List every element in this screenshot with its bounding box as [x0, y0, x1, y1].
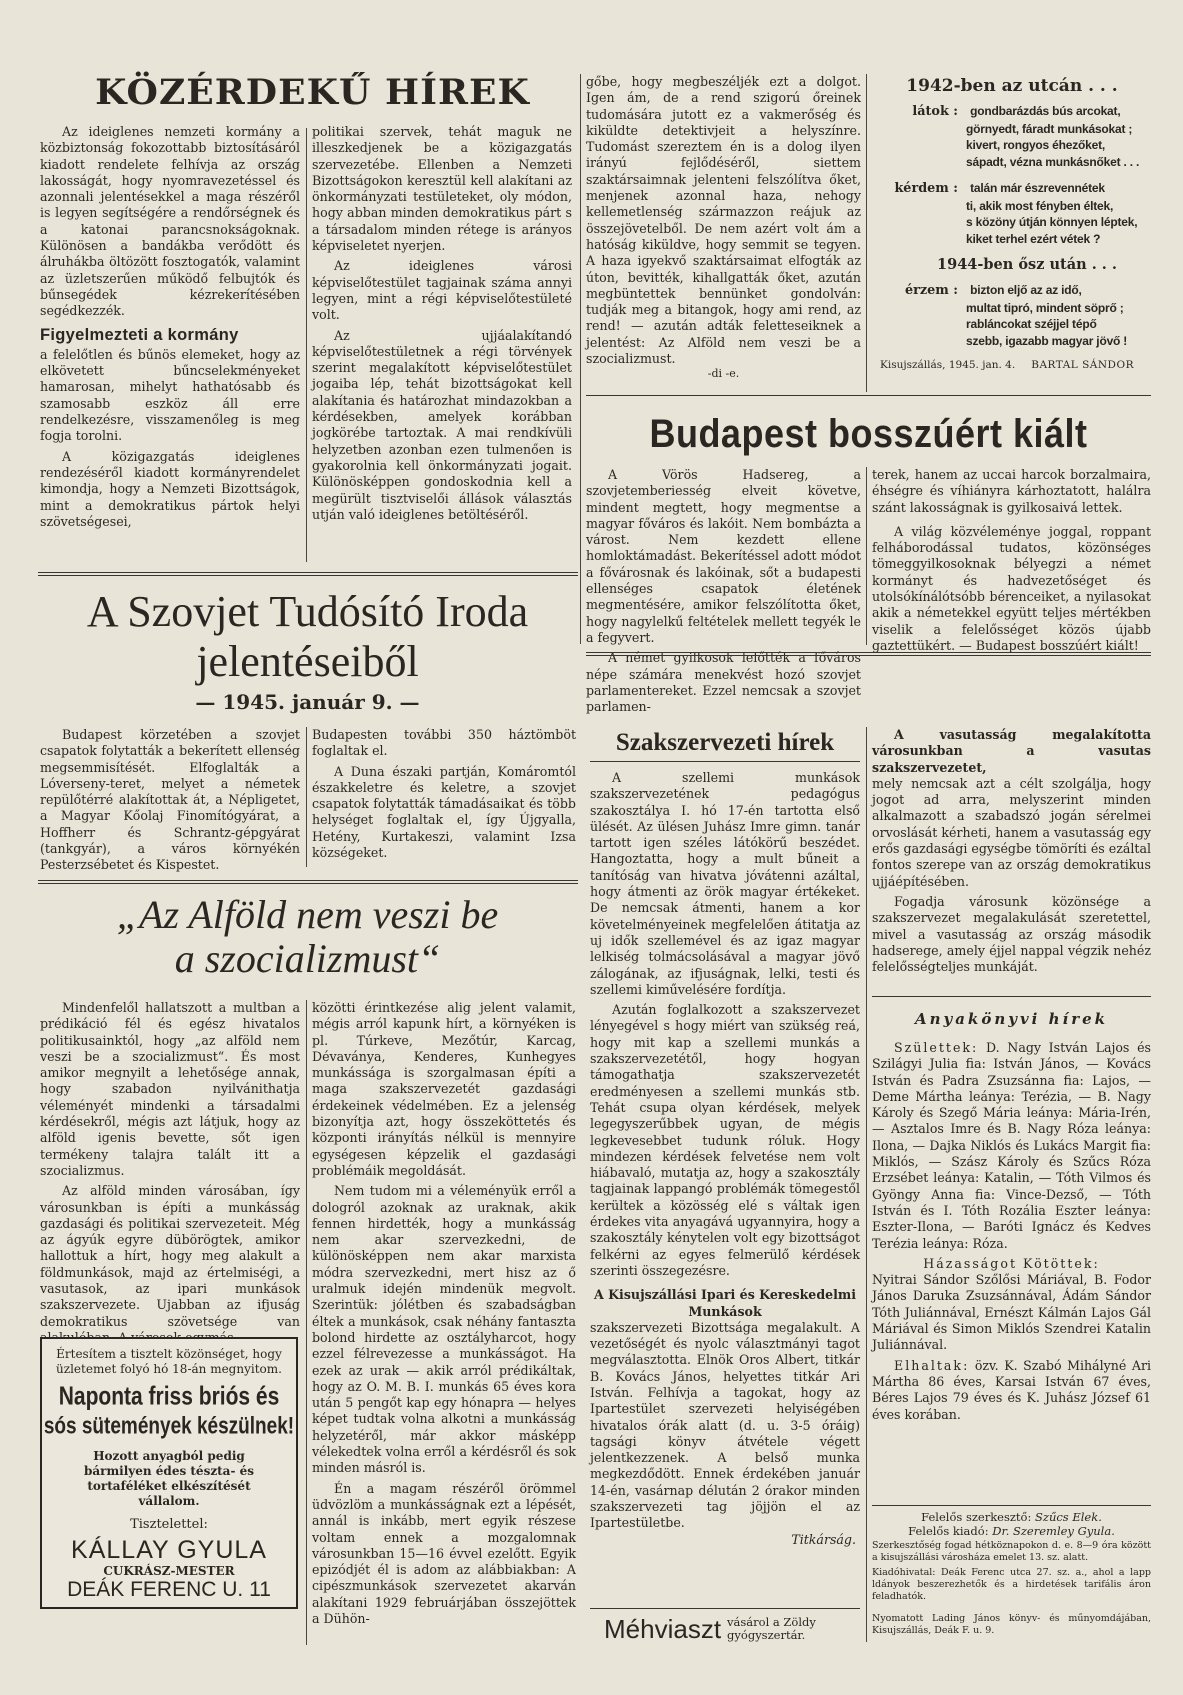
- kozerdeku-col2-p3: Az ujjáalakítandó képviselőtestületnek a régi törvények szerint megalakított képviselőtestület jogaiba lép, tehát bizottságokat kell alakítania és határozhat mindazokban a kérdésekben, amelyek korábban jogkörébe tartoztak. A mai rendkívüli helyzetben azonban ezen tulmenően is gyakorolnia kell önkormányzati jogait. Különösképpen gondoskodnia kell a megürült tisztviselői állások választás utján való ideiglenes betöltéséről.: [312, 327, 572, 522]
- poem-line: s közöny útján könnyen léptek,: [966, 215, 1138, 230]
- kallay-advertisement: [40, 1337, 298, 1609]
- poem-line: ti, akik most fényben éltek,: [966, 198, 1114, 213]
- kallay-name: KÁLLAY GYULA: [71, 1536, 267, 1564]
- alfold-col2-p3: Én a magam részéről örömmel üdvözlöm a munkásságnak ezt a lépését, annál is inkább, mert egyik részese voltam ennek a mozgalomnak városunkban 15—16 évvel ezelőtt. Egyik epizódjét él is adom az alábbiakban: A cipészmunkások szervezetet akarván alakítani 1929 februárjában összejöttek a Dühön-: [312, 1480, 576, 1626]
- alfold-title-line1: „Az Alföld nem veszi be: [116, 892, 499, 937]
- poem-label-erzem: érzem :: [904, 283, 958, 299]
- szovjet-col1: [40, 727, 300, 874]
- kozerdeku-p1: Az ideiglenes nemzeti kormány a közbiztonság fokozottabb biztosításáról kiadott rendelete felhívja az ország lakosságát, hogy nyomravezetéssel és azonnali jelentésekkel a maga részéről is legyen segítségére a rendőrségnek és a katonai parancsnokságoknak. Különösen a bandákba verődött és álruhákba öltözött fosztogatók, valamint az üzletszerűen működő felbujtók és bűnsegédek kézrekerítésében segédkezzék.: [40, 124, 300, 319]
- imprint-office: Kiadóhivatal: Deák Ferenc utca 27. sz. a., ahol a lapp ldányok beszerezhetők és a hirdetések tarifális áron feladhatók.: [872, 1567, 1151, 1602]
- anyakonyv-szulettek: D. Nagy István Lajos és Szilágyi Julia fia: István János, — Kovács István és Padra Zsuzsánna fia: Lajos, — Deme Mártha leánya: Terézia, — B. Nagy Károly és Szegő Mária leánya: Mária-Irén, — Asztalos Imre és B. Nagy Róza leánya: Ilona, — Dajka Niklós és Lukács Margit fia: Miklós, — Szász Károly és Szűcs Róza Erzsébet leánya: Katalin, — Tóth Vilmos és Gyöngy Anna fia: Vince-Dezső, — Tóth István és I. Tóth Rozália Eszter leánya: Eszter-Ilona, — Baróti Ignácz és Kedves Terézia leánya: Róza.: [872, 1040, 1151, 1251]
- poem-line: talán már észrevennétek: [970, 181, 1105, 196]
- poem-line: sápadt, vézna munkásnőket . . .: [966, 154, 1140, 169]
- budapest-col2-p2: A világ közvéleménye joggal, roppant felháborodással tudatos, közönséges tömeggyilkosoknak bélyegzi a német kormányt és hadvezetőséget és utolsókínálótsóbb bérenceiket, a nyilasokat akik a németekkel együtt teljes mértékben viselik a felelősséget közös újabb gaztettükért. — Budapest bosszúért kiált!: [872, 523, 1151, 653]
- imprint-publisher: Dr. Szeremley Gyula.: [992, 1524, 1115, 1538]
- szakszervezeti-p3: szakszervezeti Bizottsága megalakult. A vezetőségét és nyolc választmányi tagot megválasztotta. Elnök Oros Albert, titkár B. Kovács János, helyettes titkár Ari István. Felhívja a tagokat, hogy az Ipartestület szervezeti helyiségében hivatalos órák alatt (d. u. 3-5 óráig) tagsági könyv átvétele végett jelentkezzenek. A belső munka megkezdődött. Ennek érdekében január 14-én, vasárnap délután 2 órakor minden szakszervezeti tag jöjjön el az Ipartestületbe.: [590, 1319, 860, 1531]
- szakszervezeti-p3-head: A Kisujszállási Ipari és Kereskedelmi Munkások: [593, 1287, 857, 1319]
- anyakonyv-hazassag-label: Házasságot Kötöttek:: [923, 1255, 1100, 1271]
- szovjet-date: — 1945. január 9. —: [195, 690, 420, 714]
- anyakonyv-elhaltak: özv. K. Szabó Mihályné Ari Mártha 86 éves, Karsai István 67 éves, Béres Lajos 79 éves és K. Juhász József 61 éves korában.: [872, 1357, 1151, 1422]
- poem-line: gondbarázdás bús arcokat,: [970, 103, 1121, 118]
- kozerdeku-col2: [312, 124, 572, 523]
- budapest-col2: [872, 467, 1151, 654]
- szakszervezeti-p1: A szellemi munkások szakszervezetének pedagógus szakosztálya I. hó 17-én tartotta első ülését. Az ülésen Juhász Imre gimn. tanár tartott igen széles látókörű beszédet. Hangoztatta, hogy a mult bűneit a tanítóság van hivatva jóvátenni azáltal, hogy átmenti az örök magyar értékeket. De nemcsak átmenti, hanem a kor követelményeinek megfelelően átitatja az uj idők szellemével és az igaz magyar lelkiség tolmácsolásával a magyar jövő zálogának, az ifjuságnak, lelki, testi és szellemi kiművelésére fordítja.: [590, 770, 860, 997]
- anyakonyv-hazassag: Nyitrai Sándor Szőlősi Máriával, B. Fodor János Daruka Zsuzsánnával, Ádám Sándor Tóth Juliánnával, Ernészt Kálmán Lajos Gál Máriával és Simon Miklós Szendrei Katalin Juliánnával.: [872, 1272, 1151, 1353]
- szakszervezeti-p2: Azután foglalkozott a szakszervezet lényegével s hogy miért van szükség reá, hogy mit kap a szellemi munkás a szakszervezetétől, hogy hogyan támogathatja szakszervezetét eredményesen a szellemi munkás stb. Tehát csupa olyan kérdések, melyek legegyszerűbbek ugyan, de mégis legkevesebbet tudunk róluk. Hogy mindezen kérdések felvetése nem volt hiábavaló, mutatja az, hogy a szakosztály tagjainak lappangó problémák tömegestől kerültek a közösség elé s váltak igen érdekes vita anyagává ugyannyira, hogy a szakosztály kénytelen volt egy bizottságot felkérni az egyes felmerülő kérdések szerinti összegezésre.: [590, 1002, 860, 1278]
- alfold-continuation: [586, 74, 861, 380]
- poem-title2: 1944-ben ősz után . . .: [937, 256, 1117, 274]
- budapest-col2-p1: terek, hanem az uccai harcok borzalmaira, éhségre és víhiányra kárhoztatott, halálra szánt lakosságnak is gyilkosaivá lettek.: [872, 467, 1151, 515]
- budapest-col1-p2: A német gyilkosok lelőtték a főváros népe számára menekvést hozó szovjet parlamentereket. Ezzel nemcsak a szovjet parlamen-: [586, 650, 861, 715]
- anyakonyv-title: Anyakönyvi hírek: [914, 1010, 1109, 1028]
- kozerdeku-col2-p1: politikai szervek, tehát maguk ne illeszkedjenek be a közigazgatás szervezetébe. Ellenben a Nemzeti Bizottságokon keresztül kell alakítani az önkormányzati testületeket, oly módon, hogy abban minden demokratikus párt s a társadalom minden rétege is arányos képviseletet nyerjen.: [312, 124, 572, 254]
- anyakonyv-body: [872, 1040, 1151, 1423]
- imprint: [872, 1510, 1151, 1637]
- kallay-offer: Hozott anyagból pedig bármilyen édes tészta- és tortaféléket elkészítését vállalom.: [83, 1449, 255, 1508]
- kozerdeku-head2: Figyelmezteti a kormány: [40, 325, 239, 344]
- kozerdeku-col1: [40, 124, 300, 530]
- alfold-col2-p1: közötti érintkezése alig jelent valamit, mégis arról kapunk hírt, a környéken is pl. Túrkeve, Mezőtúr, Karcag, Dévaványa, Kenderes, Kunhegyes munkássága is szorgalmasan építi a maga szakszervezetét gazdasági érdekeinek védelmében. Ez a jelenség bizonyítja azt, hogy összeköttetés és központi irányítás nélkül is mennyire egységesen képzelik el gazdasági problémáik megoldását.: [312, 1000, 576, 1178]
- mehviaszt-big: Méhviaszt: [604, 1613, 722, 1644]
- poem-line: kivert, rongyos éhezőket,: [966, 138, 1106, 153]
- szakszervezeti-sig: Titkárság.: [791, 1531, 856, 1547]
- alfold-col1-p2: Az alföld minden városában, így városunkban is építi a munkásság gazdasági és politikai szervezeteit. Még az ágyúk egyre dübörögtek, amikor hallottuk a hírt, hogy meg alakult a földmunkások, majd az értelmiségi, a vasutasok, az ipari munkások szakszervezete. Ujabban az ifjuság demokratikus szövetsége van: [40, 1183, 300, 1329]
- anyakonyv-szulettek-label: Születtek:: [894, 1040, 979, 1055]
- poem-title: 1942-ben az utcán . . .: [906, 76, 1118, 96]
- poem-author: BARTAL SÁNDOR: [1031, 359, 1134, 372]
- kallay-greet: Tisztelettel:: [130, 1517, 208, 1532]
- alfold-col1: [40, 1000, 300, 1346]
- vasutassag: [872, 727, 1151, 975]
- alfold-col2: [312, 1000, 576, 1627]
- poem-line: multat tipró, mindent söprő ;: [966, 300, 1124, 315]
- kallay-address: DEÁK FERENC U. 11: [67, 1578, 271, 1601]
- kozerdeku-p3: A közigazgatás ideiglenes rendezéséről kiadott kormányrendelet kimondja, hogy a Nemzeti Bizottságok, mint a demokratikus pártok helyi szövetségesei,: [40, 448, 300, 529]
- vasutassag-head: A vasutasság megalakította városunkban a vasutas szakszervezetet,: [872, 727, 1151, 775]
- anyakonyv-elhaltak-label: Elhaltak:: [894, 1357, 970, 1373]
- alfold-col2-p2: Nem tudom mi a véleményük erről a dologról azoknak az uraknak, akik fennen hirdették, hogy a munkásság nem akar szervezkedni, de különösképpen nem akar marxista módra szervezkedni, mert hisz az ő uralmuk idején mindenük megvolt. Szerintük: jólétben és szabadságban éltek a munkások, csak néhány fantaszta bolond hirdette az osztályharcot, hogy ezzel félrevezesse a munkásságot. Ha ezek az urak — akik arról prédikáltak, hogy az O. M. B. I. munkás 65 éves kora után 5 pengőt kap egy hónapra — helyes képet tudtak volna alkotni a munkásság helyzetéről, már akkor másképp vélekedtek volna erről a kérdésről és sok minden másról is.: [312, 1183, 576, 1476]
- poem-label-latok: látok :: [912, 103, 958, 119]
- imprint-publisher-label: Felelős kiadó:: [908, 1524, 989, 1538]
- imprint-editor-label: Felelős szerkesztő:: [921, 1510, 1032, 1524]
- kozerdeku-p2: a felelőtlen és bűnös elemeket, hogy az elkövetett bűncselekményeket hamarosan, mihelyt hathatósabb és szamosabb eszköz áll erre rendelkezésre, visszamenőleg is meg fogja torolni.: [40, 346, 300, 444]
- szovjet-title-line2: jelentéseiből: [196, 637, 419, 686]
- poem-place-date: Kisujszállás, 1945. jan. 4.: [880, 359, 1016, 372]
- poem: [872, 78, 1152, 374]
- budapest-col1: [586, 467, 861, 715]
- poem-line: bizton eljő az az idő,: [970, 283, 1082, 298]
- mehviaszt-small: vásárol a Zöldy gyógyszertár.: [727, 1615, 816, 1642]
- imprint-printer: Nyomatott Lading János könyv- és műnyomdájában, Kisujszállás, Deák F. u. 9.: [872, 1613, 1151, 1636]
- alfold-col1-p1: Mindenfelől hallatszott a multban a prédikáció fél és egész hivatalos politikusainktól, hogy „az alföld nem veszi be a szocializmust“. És most amikor megnyilt a lehetősége annak, hogy szabadon nyilvánithatja véleményét mindenki a társadalmi kérdésekről, mégis azt látjuk, hogy az alföld igenis bevette, sőt igen termékeny talajra talált itt a szocializmus.: [40, 1000, 300, 1178]
- szakszervezeti-title-box: [590, 727, 860, 762]
- imprint-hours: Szerkesztőség fogad hétköznapokon d. e. 8—9 óra között a kisujszállási városháza emelet 13. sz. alatt.: [872, 1540, 1151, 1563]
- poem-line: görnyedt, fáradt munkásokat ;: [966, 121, 1133, 136]
- kallay-big1: Naponta friss briós és: [58, 1382, 280, 1411]
- vasutassag-p1: mely nemcsak azt a célt szolgálja, hogy jogot ad arra, melyszerint minden alkalmazott a szabadszó jogán sérelmei orvoslását kérheti, hanem a vasutasság egy erős gazdasági egységbe tömöríti és ezáltal fontos szerepe van az ország demokratikus ujjáépítésében.: [872, 775, 1151, 889]
- poem-label-kerdem: kérdem :: [894, 181, 958, 197]
- mehviaszt-advertisement: [590, 1608, 860, 1649]
- kallay-intro: Értesítem a tisztelt közönséget, hogy üzletemet folyó hó 18-án megnyitom.: [56, 1347, 282, 1376]
- poem-line: rabláncokat széjjel tépő: [966, 317, 1097, 332]
- alfold-continuation-signature: -di -e.: [707, 367, 740, 381]
- kozerdeku-col2-p2: Az ideiglenes városi képviselőtestület tagjainak száma annyi legyen, mint a régi képviselőtestületé volt.: [312, 258, 572, 323]
- szakszervezeti-title: Szakszervezeti hírek: [615, 729, 835, 756]
- szovjet-title-line1: A Szovjet Tudósító Iroda: [86, 587, 529, 636]
- szovjet-col2-p1: Budapesten további 350 háztömböt foglaltak el.: [312, 727, 576, 759]
- imprint-editor: Szűcs Elek.: [1035, 1510, 1102, 1524]
- alfold-continuation-text: gőbe, hogy megbeszéljék ezt a dolgot. Igen ám, de a rend szigorú őreinek tudomására jutott ez a vakmerőség és kiküldte detektivjeit a helyszínre. Tudomást szereztem én is a dolog ilyen irányú fejlődéséről, siettem szaktársaimnak jelenteni felszólítva őket, menjenek azonnal haza, nehogy kellemetlenség származzon reájuk az összejövetelből. De nem azért volt ám a hatóság kiküldve, hogy semmit se tegyen. A haza igyekvő szaktársaimat elfogták az úton, bevitték, kihallgatták őket, azután megbüntettek bennünket gondolván: tudják meg a bitangok, hogy ami rend, az rend! — azután adták feletteseiknek a jelentést: Az Alföld nem veszi be a szocializmust.: [586, 74, 861, 367]
- szovjet-col2: [312, 727, 576, 861]
- kozerdeku-title: KÖZÉRDEKŰ HÍREK: [95, 72, 530, 113]
- kallay-big2: sós sütemények készülnek!: [43, 1413, 295, 1440]
- szovjet-col2-p2: A Duna északi partján, Komáromtól északkeletre és keletre, a szovjet csapatok folytatták támadásaikat és több helységet foglaltak el, így Újgyalla, Hetény, Kurtakeszi, valamint Izsa községeket.: [312, 763, 576, 861]
- budapest-col1-p1: A Vörös Hadsereg, a szovjetemberiesség elveit követve, mindent megtett, hogy megmentse a magyar főváros és lakóit. Nem bombázta a várost. Nem kezdett ellene homloktámadást. Bekerítéssel adott módot a fővárosnak és lakóinak, sőt a budapesti ellenséges csapatok életének megmentésére, amikor felszólította őket, hogy nagylelkű feltételek mellett tegyék le a fegyvert.: [586, 467, 861, 645]
- poem-line: kiket terhel ezért vétek ?: [966, 231, 1101, 246]
- szakszervezeti-body: [590, 770, 860, 1548]
- kallay-trade: CUKRÁSZ-MESTER: [103, 1564, 235, 1578]
- budapest-title: Budapest bosszúért kiált: [649, 410, 1088, 456]
- poem-line: szebb, igazabb magyar jövő !: [966, 333, 1128, 348]
- alfold-title-line2: a szocializmust“: [174, 936, 441, 981]
- vasutassag-p2: Fogadja városunk közönsége a szakszervezet megalakulását szeretettel, mivel a vasutasság az ország második hadserege, amely éjjel nappal végzik nehéz felelősségteljes munkáját.: [872, 893, 1151, 975]
- szovjet-col1-text: Budapest körzetében a szovjet csapatok folytatták a bekerített ellenség megsemmisítését. Elfoglalták a Lóverseny-teret, melyet a németek repülőtérré alakítottak át, a Népligetet, a Magyar Kőolaj Finomítógyárat, a Hoffherr és Schrantz-gépgyárat (tankgyár), a város környékén Pesterzsébetet és Kispestet.: [40, 727, 300, 873]
